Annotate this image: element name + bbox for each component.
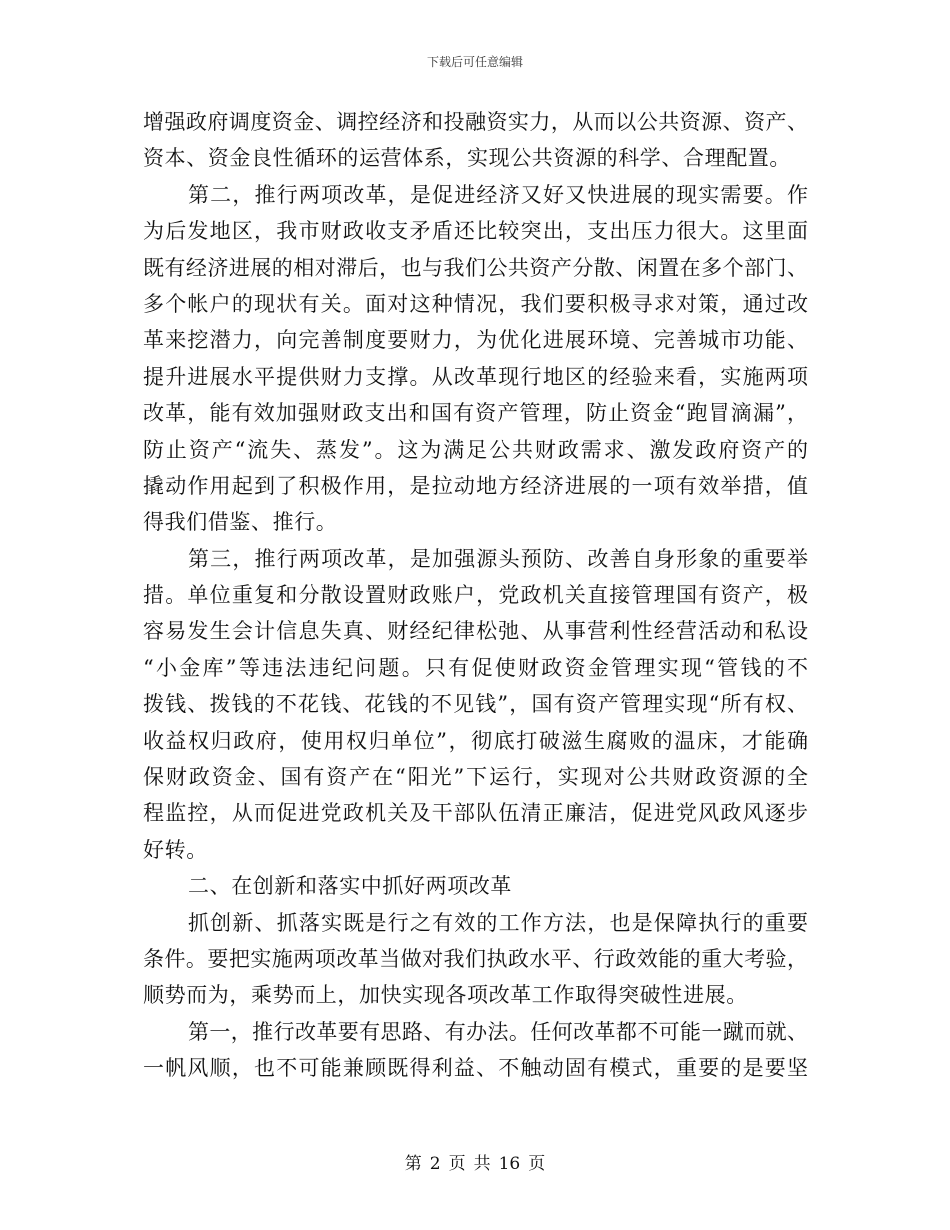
section-heading: 二、在创新和落实中抓好两项改革 [188,874,512,899]
text-line: 保财政资金、国有资产在“阳光”下运行，实现对公共财政资源的全 [143,765,808,790]
footer-total-pages: 16 [498,1154,521,1174]
text-line: 为后发地区，我市财政收支矛盾还比较突出，支出压力很大。这里面 [143,219,808,244]
text-line: 顺势而为，乘势而上，加快实现各项改革工作取得突破性进展。 [143,983,748,1008]
footer-total-unit: 页 [528,1154,546,1174]
footer-page-unit: 页 [448,1154,466,1174]
text-line: 提升进展水平提供财力支撑。从改革现行地区的经验来看，实施两项 [143,364,808,389]
text-line: 一帆风顺，也不可能兼顾既得利益、不触动固有模式，重要的是要坚 [143,1056,808,1081]
text-line: 措。单位重复和分散设置财政账户，党政机关直接管理国有资产，极 [143,583,808,608]
text-line: 得我们借鉴、推行。 [143,510,338,535]
page-footer [0,1152,950,1176]
text-line: 收益权归政府，使用权归单位”，彻底打破滋生腐败的温床，才能确 [143,728,808,753]
text-line: 程监控，从而促进党政机关及干部队伍清正廉洁，促进党风政风逐步 [143,801,808,826]
document-body [143,104,808,1087]
text-line: 拨钱、拨钱的不花钱、花钱的不见钱”，国有资产管理实现“所有权、 [143,692,808,717]
text-line: 第三，推行两项改革，是加强源头预防、改善自身形象的重要举 [188,546,808,571]
text-line: 撬动作用起到了积极作用，是拉动地方经济进展的一项有效举措，值 [143,473,808,498]
text-line: 既有经济进展的相对滞后，也与我们公共资产分散、闲置在多个部门、 [143,255,808,280]
text-line: 好转。 [143,837,208,862]
footer-total-label: 共 [473,1154,491,1174]
text-line: 抓创新、抓落实既是行之有效的工作方法，也是保障执行的重要 [188,910,808,935]
footer-current-page: 2 [429,1154,441,1174]
text-line: 资本、资金良性循环的运营体系，实现公共资源的科学、合理配置。 [143,146,791,171]
text-line: 条件。要把实施两项改革当做对我们执政水平、行政效能的重大考验， [143,946,808,971]
text-line: 增强政府调度资金、调控经济和投融资实力，从而以公共资源、资产、 [143,110,808,134]
text-line: 革来挖潜力，向完善制度要财力，为优化进展环境、完善城市功能、 [143,328,808,353]
footer-page-label: 第 [404,1154,422,1174]
text-line: 多个帐户的现状有关。面对这种情况，我们要积极寻求对策，通过改 [143,291,808,316]
text-line: 防止资产“流失、蒸发”。这为满足公共财政需求、激发政府资产的 [143,437,808,462]
text-line: 容易发生会计信息失真、财经纪律松弛、从事营利性经营活动和私设 [143,619,808,644]
page-header-note: 下载后可任意编辑 [426,55,523,69]
text-line: 第二，推行两项改革，是促进经济又好又快进展的现实需要。作 [188,182,808,207]
text-line: 第一，推行改革要有思路、有办法。任何改革都不可能一蹴而就、 [188,1019,808,1044]
text-line: 改革，能有效加强财政支出和国有资产管理，防止资金“跑冒滴漏”， [143,401,808,426]
text-line: “小金库”等违法违纪问题。只有促使财政资金管理实现“管钱的不 [143,655,808,680]
